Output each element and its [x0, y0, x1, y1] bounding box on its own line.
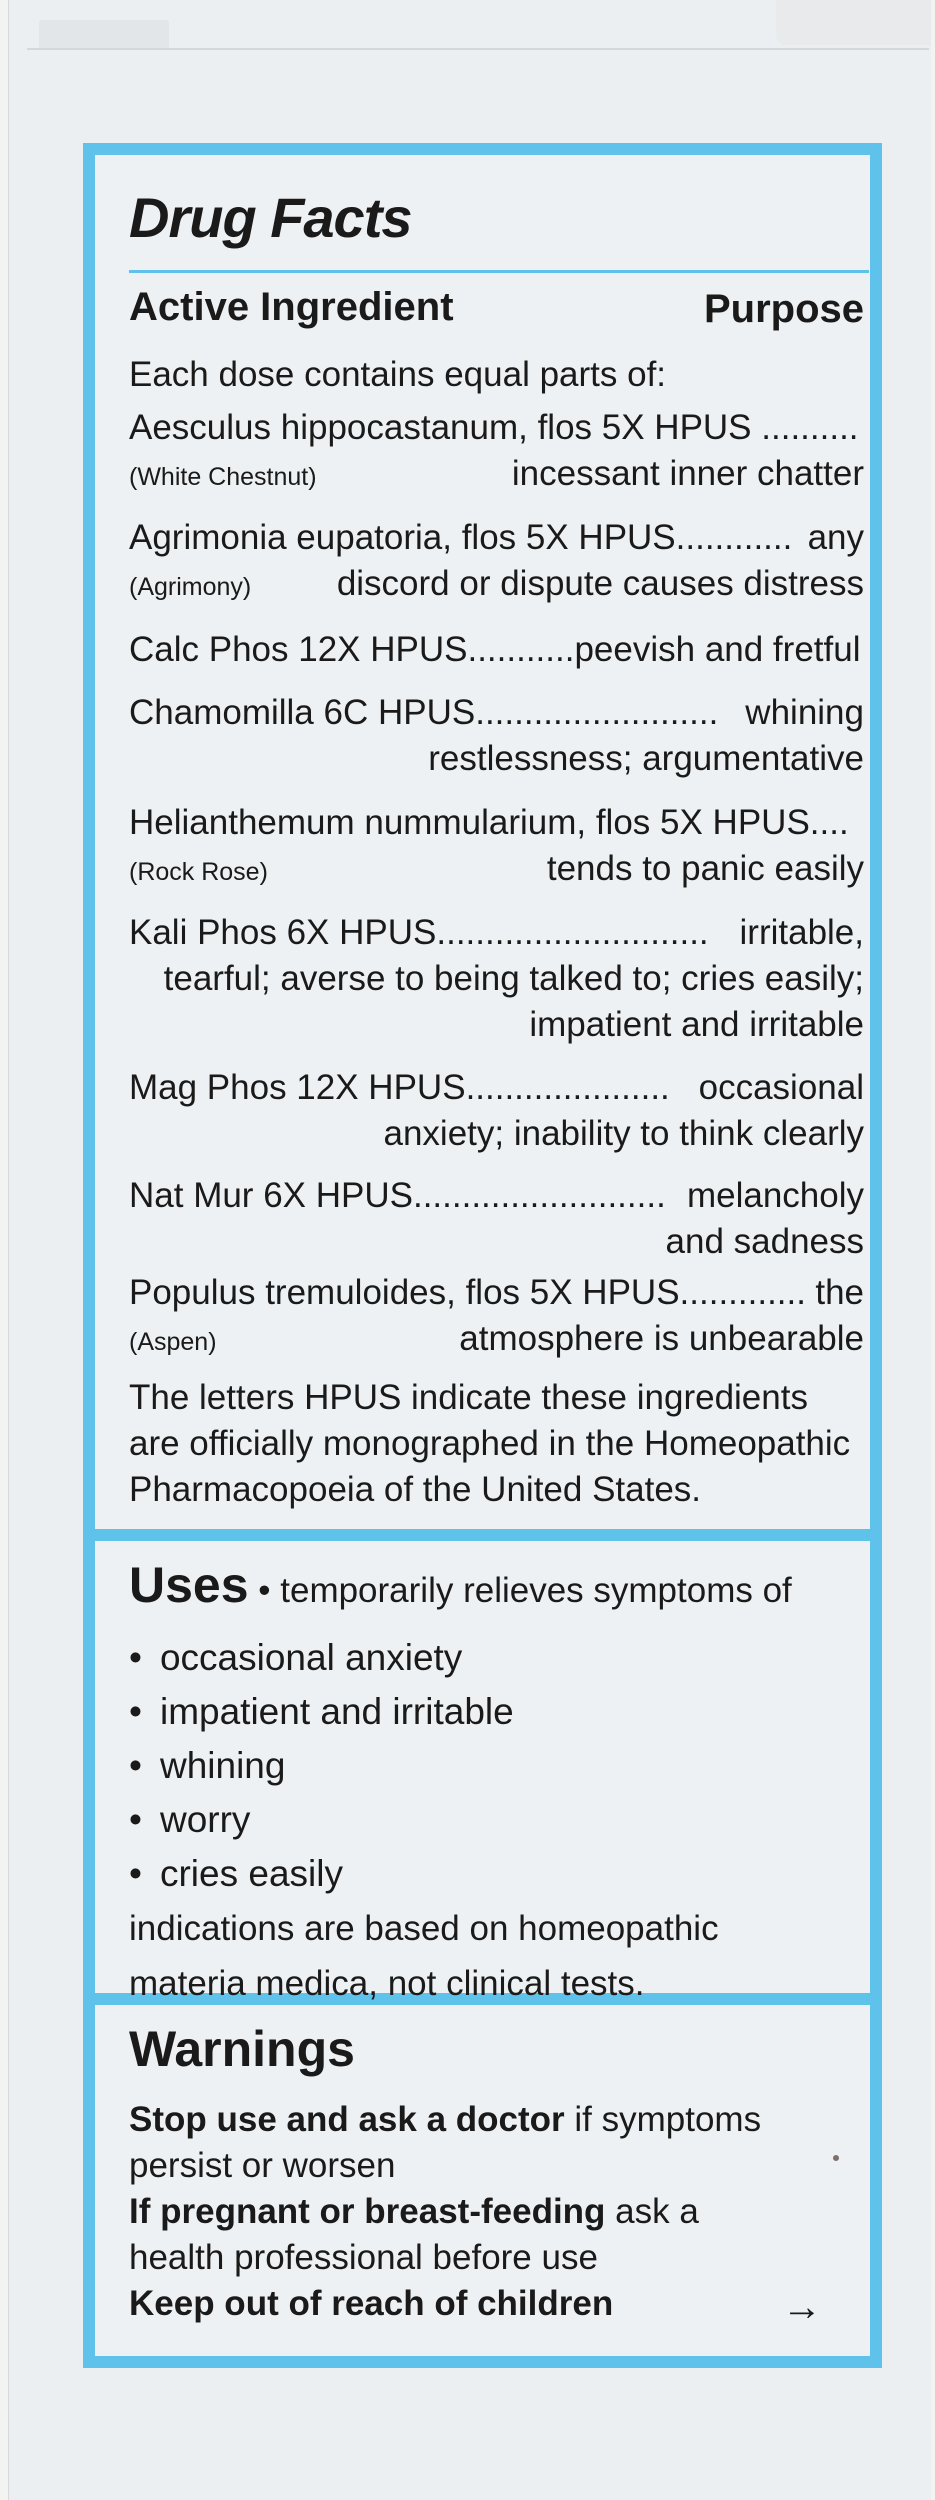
ingredient-item: [129, 800, 864, 895]
stop-use-text: if symptoms: [564, 2100, 762, 2139]
ingredient-name: Mag Phos 12X HPUS: [129, 1068, 466, 1107]
ingredient-purpose-cont: anxiety; inability to think clearly: [383, 1114, 864, 1153]
warnings-heading: Warnings: [129, 2021, 355, 2077]
ingredient-item: [129, 1270, 864, 1365]
ingredient-dots: .........................: [475, 693, 719, 732]
hpus-note: The letters HPUS indicate these ingredients are officially monographed in the Homeopathic Pharmacopoeia of the United States.: [129, 1378, 851, 1509]
pregnant-text-cont: health professional before use: [129, 2238, 598, 2277]
box-fold-line: [27, 48, 929, 50]
ingredient-purpose: incessant inner chatter: [511, 454, 864, 493]
uses-panel: [95, 1541, 870, 2003]
uses-bullet: • impatient and irritable: [129, 1685, 514, 1739]
ingredient-purpose-cont: atmosphere is unbearable: [459, 1319, 864, 1358]
pregnant-label: If pregnant or breast-feeding: [129, 2192, 606, 2231]
ingredient-purpose: occasional: [698, 1068, 864, 1107]
ingredient-purpose: irritable,: [739, 913, 864, 952]
box-flap-left: [39, 20, 169, 50]
purpose-header: Purpose: [703, 287, 864, 331]
ingredient-purpose-cont: discord or dispute causes distress: [336, 564, 864, 603]
active-ingredients-panel: [95, 155, 870, 1529]
ingredient-purpose-cont: impatient and irritable: [529, 1005, 864, 1044]
ingredient-common-name: (Aspen): [129, 1328, 217, 1356]
uses-bullet: • cries easily: [129, 1847, 514, 1901]
ingredient-dots: ....: [809, 803, 849, 842]
ingredient-dots: .....................: [465, 1068, 670, 1107]
ingredient-name: Chamomilla 6C HPUS: [129, 693, 476, 732]
speck: [833, 2155, 839, 2161]
active-ingredient-header: Active Ingredient: [129, 285, 454, 329]
uses-heading-line: Uses • temporarily relieves symptoms of: [129, 1557, 792, 1613]
ingredient-dots: ............: [675, 518, 793, 557]
ingredient-name: Populus tremuloides, flos 5X HPUS: [129, 1273, 680, 1312]
ingredient-purpose: the: [815, 1273, 864, 1312]
warnings-body: [129, 2097, 859, 2327]
ingredient-name: Agrimonia eupatoria, flos 5X HPUS: [129, 518, 676, 557]
ingredient-name: Aesculus hippocastanum, flos 5X HPUS: [129, 408, 752, 447]
intro-text: Each dose contains equal parts of:: [129, 355, 667, 394]
ingredient-item: [129, 405, 864, 500]
drug-facts-title: Drug Facts: [129, 186, 412, 249]
ingredient-dots: ..........................: [412, 1176, 666, 1215]
stop-use-text-cont: persist or worsen: [129, 2146, 396, 2185]
uses-note-line: indications are based on homeopathic: [129, 1909, 719, 1948]
uses-note-line: materia medica, not clinical tests.: [129, 1964, 645, 2003]
ingredient-purpose: melancholy: [686, 1176, 864, 1215]
ingredient-dots: .............: [679, 1273, 806, 1312]
ingredient-common-name: (Rock Rose): [129, 858, 268, 886]
warnings-panel: [95, 2005, 870, 2356]
ingredient-item: [129, 627, 864, 673]
ingredient-common-name: (White Chestnut): [129, 463, 317, 491]
ingredient-dots: ............................: [436, 913, 709, 952]
ingredient-item: [129, 690, 864, 782]
ingredient-name: Calc Phos 12X HPUS: [129, 630, 468, 669]
stop-use-label: Stop use and ask a doctor: [129, 2100, 565, 2139]
drug-facts-frame: [83, 143, 882, 2368]
ingredient-purpose-cont: tearful; averse to being talked to; cries easily;: [163, 959, 864, 998]
title-rule: [129, 270, 869, 273]
box-flap-right: [776, 0, 931, 45]
uses-note: [129, 1901, 719, 2011]
keep-out-label: Keep out of reach of children: [129, 2284, 614, 2323]
uses-heading: Uses: [129, 1557, 249, 1613]
ingredient-purpose: tends to panic easily: [546, 849, 864, 888]
ingredient-dots: ..........: [761, 408, 859, 447]
ingredient-name: Helianthemum nummularium, flos 5X HPUS: [129, 803, 810, 842]
ingredient-purpose-cont: and sadness: [665, 1222, 864, 1261]
ingredient-item: [129, 1065, 864, 1157]
ingredient-common-name: (Agrimony): [129, 573, 252, 601]
ingredient-item: [129, 910, 864, 1048]
ingredient-item: [129, 515, 864, 610]
ingredient-name: Nat Mur 6X HPUS: [129, 1176, 413, 1215]
ingredient-purpose: whining: [745, 693, 864, 732]
ingredient-name: Kali Phos 6X HPUS: [129, 913, 437, 952]
ingredient-purpose-cont: restlessness; argumentative: [428, 739, 864, 778]
ingredient-item: [129, 1173, 864, 1265]
uses-lead: temporarily relieves symptoms of: [280, 1571, 792, 1610]
arrow-right-icon: →: [782, 2285, 822, 2329]
ingredient-dots: ...........: [467, 630, 575, 669]
pregnant-text: ask a: [605, 2192, 699, 2231]
ingredient-purpose: any: [807, 518, 864, 557]
uses-bullet: • worry: [129, 1793, 514, 1847]
uses-bullet: • whining: [129, 1739, 514, 1793]
uses-bullet: • occasional anxiety: [129, 1631, 514, 1685]
ingredient-purpose: peevish and fretful: [574, 630, 861, 669]
uses-bullet-list: [129, 1631, 514, 1901]
